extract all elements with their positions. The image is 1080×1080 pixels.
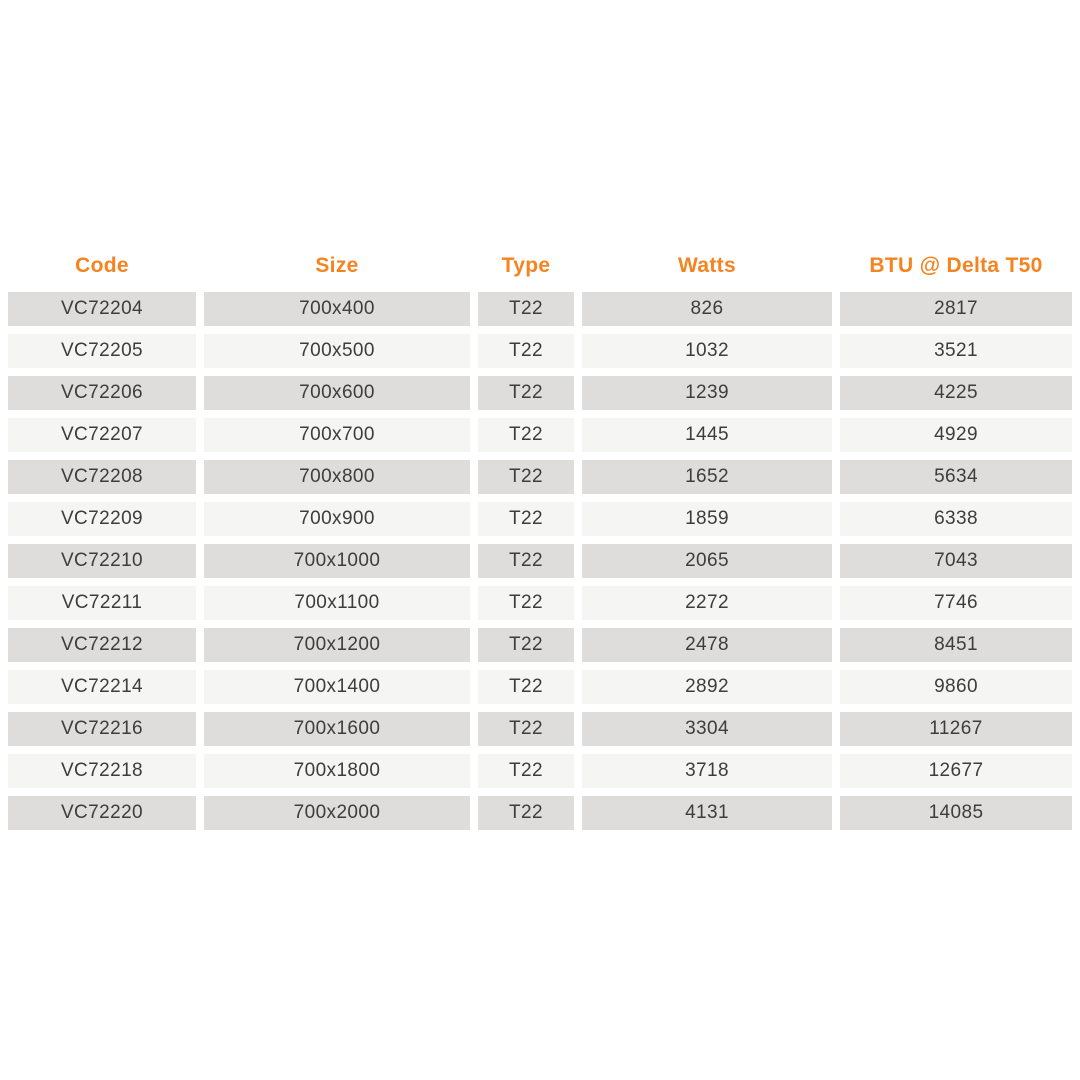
cell-watts: 1859 <box>582 502 832 536</box>
cell-size: 700x1800 <box>204 754 470 788</box>
column-header-code: Code <box>75 254 129 277</box>
cell-watts: 1032 <box>582 334 832 368</box>
column-header-btu: BTU @ Delta T50 <box>869 254 1043 277</box>
cell-code: VC72207 <box>8 418 196 452</box>
cell-btu: 8451 <box>840 628 1072 662</box>
cell-code: VC72208 <box>8 460 196 494</box>
cell-type: T22 <box>478 586 574 620</box>
table-row <box>8 292 1072 326</box>
cell-code: VC72210 <box>8 544 196 578</box>
cell-watts: 1239 <box>582 376 832 410</box>
cell-btu: 7043 <box>840 544 1072 578</box>
table-row <box>8 586 1072 620</box>
cell-size: 700x1100 <box>204 586 470 620</box>
cell-code: VC72204 <box>8 292 196 326</box>
cell-watts: 2065 <box>582 544 832 578</box>
cell-watts: 3718 <box>582 754 832 788</box>
cell-code: VC72205 <box>8 334 196 368</box>
cell-code: VC72211 <box>8 586 196 620</box>
cell-watts: 4131 <box>582 796 832 830</box>
cell-btu: 4929 <box>840 418 1072 452</box>
cell-watts: 826 <box>582 292 832 326</box>
cell-type: T22 <box>478 460 574 494</box>
table-row <box>8 334 1072 368</box>
cell-code: VC72214 <box>8 670 196 704</box>
cell-btu: 9860 <box>840 670 1072 704</box>
table-row <box>8 754 1072 788</box>
cell-watts: 3304 <box>582 712 832 746</box>
column-header-size: Size <box>315 254 359 277</box>
cell-type: T22 <box>478 502 574 536</box>
table-row <box>8 628 1072 662</box>
cell-size: 700x1000 <box>204 544 470 578</box>
cell-code: VC72220 <box>8 796 196 830</box>
cell-size: 700x1200 <box>204 628 470 662</box>
cell-code: VC72209 <box>8 502 196 536</box>
cell-type: T22 <box>478 712 574 746</box>
product-spec-table <box>8 248 1072 830</box>
cell-size: 700x500 <box>204 334 470 368</box>
cell-type: T22 <box>478 670 574 704</box>
cell-btu: 5634 <box>840 460 1072 494</box>
cell-size: 700x800 <box>204 460 470 494</box>
cell-type: T22 <box>478 754 574 788</box>
cell-btu: 2817 <box>840 292 1072 326</box>
cell-type: T22 <box>478 292 574 326</box>
cell-size: 700x1600 <box>204 712 470 746</box>
table-row <box>8 418 1072 452</box>
cell-btu: 3521 <box>840 334 1072 368</box>
cell-code: VC72212 <box>8 628 196 662</box>
cell-watts: 1445 <box>582 418 832 452</box>
cell-watts: 1652 <box>582 460 832 494</box>
table-row <box>8 376 1072 410</box>
table-row <box>8 460 1072 494</box>
cell-code: VC72216 <box>8 712 196 746</box>
table-row <box>8 712 1072 746</box>
cell-type: T22 <box>478 334 574 368</box>
cell-type: T22 <box>478 628 574 662</box>
cell-size: 700x400 <box>204 292 470 326</box>
cell-watts: 2272 <box>582 586 832 620</box>
cell-type: T22 <box>478 796 574 830</box>
table-row <box>8 670 1072 704</box>
table-row <box>8 796 1072 830</box>
cell-btu: 11267 <box>840 712 1072 746</box>
cell-btu: 14085 <box>840 796 1072 830</box>
cell-code: VC72206 <box>8 376 196 410</box>
cell-type: T22 <box>478 544 574 578</box>
cell-size: 700x1400 <box>204 670 470 704</box>
cell-btu: 7746 <box>840 586 1072 620</box>
cell-size: 700x2000 <box>204 796 470 830</box>
cell-watts: 2478 <box>582 628 832 662</box>
column-header-type: Type <box>501 254 551 277</box>
cell-size: 700x900 <box>204 502 470 536</box>
table-header-row <box>8 248 1072 284</box>
cell-btu: 6338 <box>840 502 1072 536</box>
cell-watts: 2892 <box>582 670 832 704</box>
table-row <box>8 502 1072 536</box>
cell-size: 700x700 <box>204 418 470 452</box>
cell-btu: 12677 <box>840 754 1072 788</box>
cell-size: 700x600 <box>204 376 470 410</box>
table-row <box>8 544 1072 578</box>
column-header-watts: Watts <box>678 254 736 277</box>
cell-type: T22 <box>478 376 574 410</box>
cell-type: T22 <box>478 418 574 452</box>
cell-btu: 4225 <box>840 376 1072 410</box>
cell-code: VC72218 <box>8 754 196 788</box>
